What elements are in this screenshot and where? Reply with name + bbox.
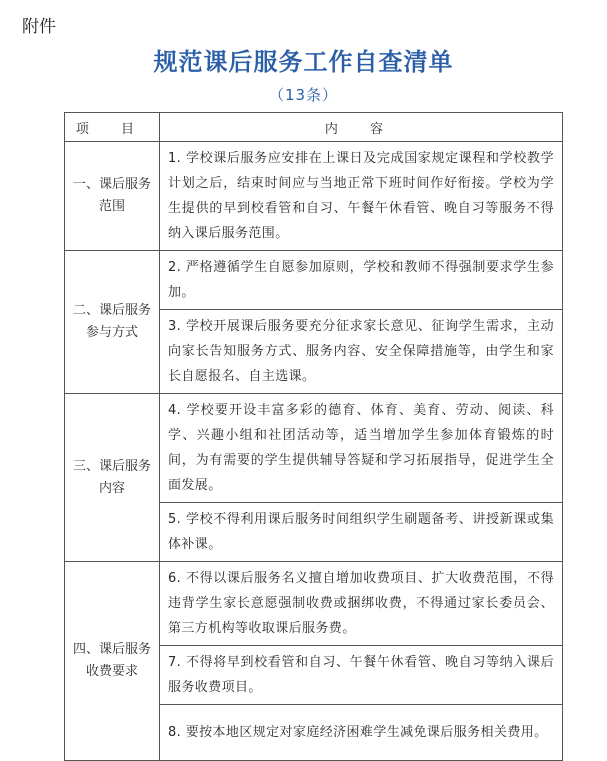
header-category: 项 目 [65, 113, 160, 142]
checklist-item-8: 8. 要按本地区规定对家庭经济困难学生减免课后服务相关费用。 [160, 705, 563, 761]
document-title: 规范课后服务工作自查清单 [153, 48, 454, 76]
category-fees: 四、课后服务收费要求 [65, 562, 160, 761]
table-header-row [65, 113, 563, 142]
category-scope: 一、课后服务范围 [65, 142, 160, 251]
header-content: 内 容 [160, 113, 563, 142]
checklist-item-3: 3. 学校开展课后服务要充分征求家长意见、征询学生需求，主动向家长告知服务方式、服务内容、安全保障措施等，由学生和家长自愿报名、自主选课。 [160, 310, 563, 394]
checklist-item-7: 7. 不得将早到校看管和自习、午餐午休看管、晚自习等纳入课后服务收费项目。 [160, 646, 563, 705]
checklist-table [64, 112, 563, 761]
checklist-item-6: 6. 不得以课后服务名义擅自增加收费项目、扩大收费范围，不得违背学生家长意愿强制收费或捆绑收费，不得通过家长委员会、第三方机构等收取课后服务费。 [160, 562, 563, 646]
checklist-item-1: 1. 学校课后服务应安排在上课日及完成国家规定课程和学校教学计划之后，结束时间应与当地正常下班时间作好衔接。学校为学生提供的早到校看管和自习、午餐午休看管、晚自习等服务不得纳入课后服务范围。 [160, 142, 563, 251]
table-row [65, 562, 563, 646]
category-participation: 二、课后服务参与方式 [65, 251, 160, 394]
table-row [65, 394, 563, 503]
attachment-label: 附件 [22, 17, 56, 37]
table-row [65, 142, 563, 251]
checklist-item-4: 4. 学校要开设丰富多彩的德育、体育、美育、劳动、阅读、科学、兴趣小组和社团活动等，适当增加学生参加体育锻炼的时间，为有需要的学生提供辅导答疑和学习拓展指导，促进学生全面发展。 [160, 394, 563, 503]
category-content: 三、课后服务内容 [65, 394, 160, 562]
document-subtitle: （13条） [268, 86, 339, 104]
checklist-item-2: 2. 严格遵循学生自愿参加原则，学校和教师不得强制要求学生参加。 [160, 251, 563, 310]
table-row [65, 251, 563, 310]
checklist-item-5: 5. 学校不得利用课后服务时间组织学生刷题备考、讲授新课或集体补课。 [160, 503, 563, 562]
